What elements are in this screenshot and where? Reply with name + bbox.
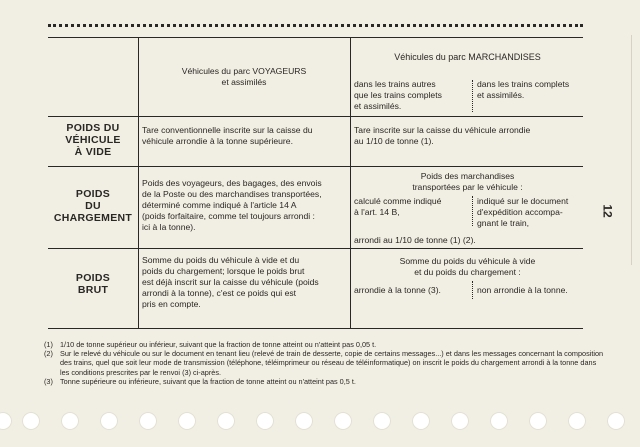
footnotes [44,340,604,386]
binder-hole [529,412,547,430]
header-march-sub1: dans les trains autres que les trains complets et assimilés. [354,79,442,111]
footnote-number: (1) [44,340,53,349]
footnote-text: Tonne supérieure ou inférieure, suivant que la fraction de tonne atteint ou n'atteint pas 0,5 t. [60,376,356,386]
brut-march-top: Somme du poids du véhicule à vide et du poids du chargement : [399,256,536,277]
footnote-3 [44,377,604,386]
header-voyageurs: Véhicules du parc VOYAGEURS et assimilés [181,66,307,87]
binder-hole [178,412,196,430]
footnote-number: (3) [44,376,53,386]
row-header-brut: POIDS BRUT [75,272,111,296]
binder-holes [0,412,640,434]
header-marchandises: Véhicules du parc MARCHANDISES [394,52,541,62]
binder-hole [256,412,274,430]
row-divider-header [48,116,583,117]
footnote-2 [44,349,604,377]
binder-hole [295,412,313,430]
brut-sub-divider [472,281,473,299]
footnote-1 [44,340,604,349]
binder-hole [607,412,625,430]
header-march-sub2: dans les trains complets et assimilés. [477,79,570,100]
footnote-number: (2) [44,349,53,359]
binder-hole [568,412,586,430]
col-divider-left [138,38,139,328]
chargement-voyageurs: Poids des voyageurs, des bagages, des envois de la Poste ou des marchandises transportées, déterminé comme indiqué à l'article 14 A (poids forfaitaire, comme tel toujours arrondi : ici à la tonne). [142,178,322,232]
brut-voyageurs: Somme du poids du véhicule à vide et du poids du chargement; lorsque le poids brut est déjà inscrit sur la caisse du véhicule (poids arrondi à la tonne), c'est ce poids qui est pris en compte. [142,255,319,309]
footnote-text: Sur le relevé du véhicule ou sur le document en tenant lieu (relevé de train de desserte, copie de certains messages...) et dans les messages concernant la composition des trains, quel que soit leur mode de transmission (téléphone, téléimprimeur ou réseau de téléinformatique) on inscrit le poids du chargement arrondi à la tonne dans les conditions prescrites par le renvoi (3) ci-après. [60,349,604,377]
chargement-march-top: Poids des marchandises transportées par le véhicule : [412,171,523,192]
footnote-text: 1/10 de tonne supérieur ou inférieur, suivant que la fraction de tonne atteint ou n'atteint pas 0,05 t. [60,340,377,349]
brut-march-right: non arrondie à la tonne. [477,285,568,295]
binder-hole [0,412,12,430]
page-number: 12 [600,204,615,218]
col-divider-mid [350,38,351,328]
chargement-march-right: indiqué sur le document d'expédition accompa- gnant le train, [477,196,569,228]
chargement-march-bottom: arrondi au 1/10 de tonne (1) (2). [354,235,476,245]
top-dotted-rule [48,24,583,27]
binder-hole [490,412,508,430]
chargement-march-left: calculé comme indiqué à l'art. 14 B, [354,196,442,217]
row-divider-chargement [48,248,583,249]
binder-hole [139,412,157,430]
binder-hole [412,412,430,430]
binder-hole [61,412,79,430]
binder-hole [334,412,352,430]
vide-marchandises: Tare inscrite sur la caisse du véhicule arrondie au 1/10 de tonne (1). [354,125,531,146]
row-header-vide: POIDS DU VÉHICULE À VIDE [65,122,121,158]
weight-table [48,37,583,329]
row-divider-vide [48,166,583,167]
binder-hole [451,412,469,430]
vide-voyageurs: Tare conventionnelle inscrite sur la caisse du véhicule arrondie à la tonne supérieure. [142,125,313,146]
brut-march-left: arrondie à la tonne (3). [354,285,441,295]
binder-hole [100,412,118,430]
binder-hole [217,412,235,430]
row-header-chargement: POIDS DU CHARGEMENT [53,188,133,224]
binder-hole [373,412,391,430]
header-sub-divider [472,80,473,112]
chargement-sub-divider [472,196,473,226]
binder-hole [22,412,40,430]
page-margin [607,35,632,265]
